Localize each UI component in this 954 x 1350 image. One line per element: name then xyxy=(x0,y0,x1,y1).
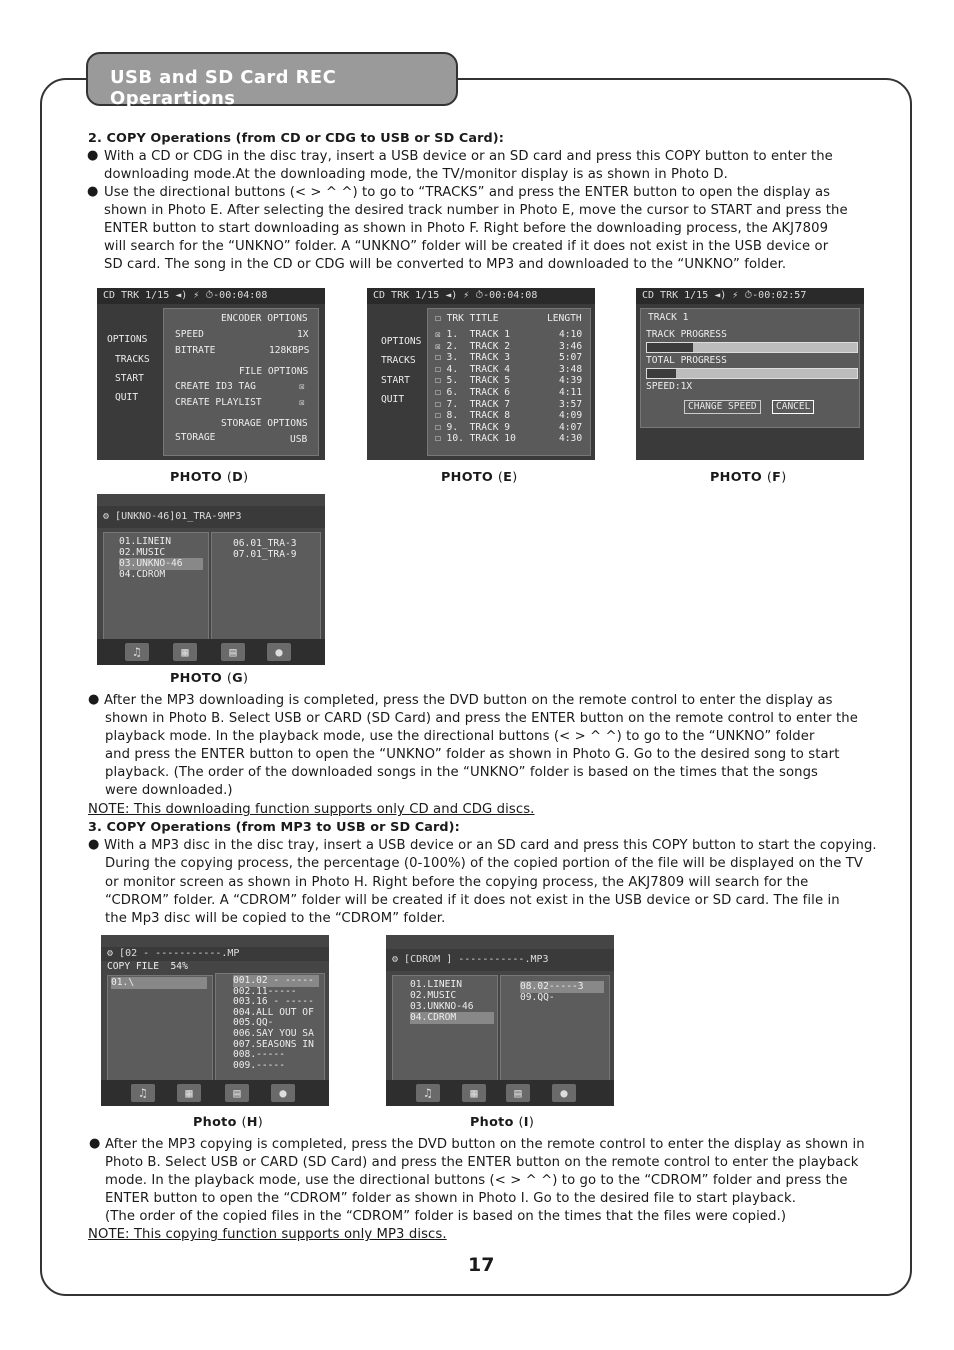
photo-f-cancel-button: CANCEL xyxy=(772,400,814,414)
page-number: 17 xyxy=(468,1254,495,1276)
photo-i-folder-2: 02.MUSIC xyxy=(410,990,457,1001)
photo-e-track-length: 4:30 xyxy=(559,433,583,445)
photo-h-file-row: 008.----- xyxy=(233,1049,285,1061)
photo-e-track-length: 5:07 xyxy=(559,352,583,364)
photo-g-file-2: 07.01_TRA-9 xyxy=(233,549,297,560)
caption-photo-h xyxy=(193,1115,263,1130)
photo-e-track-length: 3:57 xyxy=(559,398,583,410)
s2-b2-l4: SD card. The song in the CD or CDG will be converted to MP3 and downloaded to the “UNKNO” folder. xyxy=(104,257,787,272)
bullet-icon: ● xyxy=(88,692,100,707)
movie-camera-icon: ● xyxy=(271,1084,295,1102)
s2-b3-l2: playback mode. In the playback mode, use the directional buttons (< > ^ ^) to go to the “UNKNO” folder xyxy=(105,729,815,744)
photo-f-track: TRACK 1 xyxy=(648,312,689,323)
section2-heading: 2. COPY Operations (from CD or CDG to USB or SD Card): xyxy=(88,131,504,146)
photo-i-screen xyxy=(386,935,614,1106)
caption-photo-f xyxy=(710,470,786,485)
section2-note: NOTE: This downloading function supports only CD and CDG discs. xyxy=(88,802,535,817)
photo-d-menu-start: START xyxy=(115,373,144,384)
s2-b1-l0: With a CD or CDG in the disc tray, insert a USB device or an SD card and press this COPY button to enter the xyxy=(104,149,833,164)
photo-e-track-length: 4:10 xyxy=(559,329,583,340)
photo-f-total-progress-bar xyxy=(646,368,858,379)
caption-photo-i xyxy=(470,1115,534,1130)
s2-b3-l4: playback. (The order of the downloaded songs in the “UNKNO” folder is based on the times that the songs xyxy=(105,765,819,780)
caption-letter: F xyxy=(772,470,782,485)
photo-e-track-row: ☐ 9. TRACK 9 xyxy=(435,421,511,433)
caption-word: PHOTO xyxy=(710,470,763,485)
photo-d-id3-label: CREATE ID3 TAG xyxy=(175,381,256,392)
photo-i-folder-4: 04.CDROM xyxy=(410,1012,494,1024)
caption-letter: D xyxy=(232,470,244,485)
photo-g-pathbar: ⚙ [UNKNO-46]01_TRA-9MP3 xyxy=(97,506,325,528)
s3-b1-l0: With a MP3 disc in the disc tray, insert a USB device or an SD card and press this COPY button to start the copying. xyxy=(104,838,877,853)
photo-d-bitrate-value: 128KBPS xyxy=(269,345,310,356)
photo-e-track-length: 3:48 xyxy=(559,363,583,375)
photo-f-topbar: CD TRK 1/15 ◄) ⚡ ⏱-00:02:57 xyxy=(636,288,864,304)
photo-h-file-row: 006.SAY YOU SA xyxy=(233,1028,314,1039)
caption-word: PHOTO xyxy=(170,671,223,686)
photo-d-speed-value: 1X xyxy=(297,329,309,340)
bullet-icon: ● xyxy=(88,837,100,852)
s2-b3-l3: and press the ENTER button to open the “UNKNO” folder as shown in Photo G. Go to the desired song to start xyxy=(105,747,840,762)
photo-d-bitrate-label: BITRATE xyxy=(175,345,216,356)
caption-paren-open: ( xyxy=(241,1115,247,1130)
photo-g-path: [UNKNO-46]01_TRA-9MP3 xyxy=(115,511,242,522)
caption-paren-open: ( xyxy=(766,470,773,485)
photo-h-file-row: 005.QQ- xyxy=(233,1017,274,1029)
photo-g-folder-1: 01.LINEIN xyxy=(119,536,171,547)
photo-d-menu-quit: QUIT xyxy=(115,392,139,403)
caption-paren-open: ( xyxy=(497,470,504,485)
photo-h-iconbar xyxy=(101,1080,329,1106)
caption-letter: H xyxy=(246,1115,258,1130)
photo-g-folder-4: 04.CDROM xyxy=(119,569,166,580)
music-icon: ♫ xyxy=(131,1084,155,1102)
photo-e-track-length: 4:09 xyxy=(559,410,583,422)
photo-i-path: [CDROM ] -----------.MP3 xyxy=(404,954,549,965)
photo-g-folder-3: 03.UNKNO-46 xyxy=(119,558,203,570)
photo-h-file-row: 003.16 - ----- xyxy=(233,996,314,1008)
bullet-icon: ● xyxy=(89,1136,101,1151)
section3-heading: 3. COPY Operations (from MP3 to USB or SD Card): xyxy=(88,820,460,835)
photo-i-file-2: 09.QQ- xyxy=(520,992,555,1003)
photo-d-id3-checkbox: ☒ xyxy=(299,381,305,392)
photo-e-track-row: ☐ 6. TRACK 6 xyxy=(435,387,511,398)
photo-icon: ▦ xyxy=(462,1084,486,1102)
caption-paren-close: ) xyxy=(781,470,787,485)
caption-paren-open: ( xyxy=(518,1115,524,1130)
s2-b2-l1: shown in Photo E. After selecting the desired track number in Photo E, move the cursor to START and press the xyxy=(104,203,848,218)
caption-paren-close: ) xyxy=(257,1115,264,1130)
caption-letter: E xyxy=(503,470,513,485)
photo-d-topbar: CD TRK 1/15 ◄) ⚡ ⏱-00:04:08 xyxy=(97,288,325,304)
photo-f-total-progress-label: TOTAL PROGRESS xyxy=(646,355,727,366)
page-title: USB and SD Card REC Operartions xyxy=(110,67,337,109)
photo-e-track-row: ☐ 10. TRACK 10 xyxy=(435,433,516,445)
section-title-tab xyxy=(86,52,458,109)
s2-b3-l0: After the MP3 downloading is completed, press the DVD button on the remote control to enter the display as xyxy=(104,693,833,708)
film-icon: ▤ xyxy=(506,1084,530,1102)
photo-d-playlist-label: CREATE PLAYLIST xyxy=(175,397,262,408)
photo-h-file-row: 007.SEASONS IN xyxy=(233,1038,314,1050)
photo-e-track-row: ☒ 1. TRACK 1 xyxy=(435,329,511,340)
photo-d-menu-options: OPTIONS xyxy=(107,334,148,345)
photo-h-file-row: 002.11----- xyxy=(233,985,297,997)
caption-paren-close: ) xyxy=(528,1115,535,1130)
s2-b2-l0: Use the directional buttons (< > ^ ^) to go to “TRACKS” and press the ENTER button to open the display as xyxy=(104,185,831,200)
photo-g-iconbar xyxy=(97,639,325,665)
photo-i-iconbar xyxy=(386,1080,614,1106)
photo-g-folder-2: 02.MUSIC xyxy=(119,547,166,558)
photo-h-file-row: 004.ALL OUT OF xyxy=(233,1006,314,1018)
film-icon: ▤ xyxy=(221,643,245,661)
caption-word: PHOTO xyxy=(441,470,494,485)
photo-e-track-row: ☐ 8. TRACK 8 xyxy=(435,410,511,422)
photo-h-folder-1: 01.\ xyxy=(111,977,207,989)
photo-e-track-row: ☐ 3. TRACK 3 xyxy=(435,352,511,364)
caption-letter: G xyxy=(232,671,243,686)
photo-e-col-length: LENGTH xyxy=(547,313,582,324)
photo-i-file-1: 08.02-----3 xyxy=(520,981,604,993)
photo-f-total-progress-fill xyxy=(647,369,676,378)
caption-paren-open: ( xyxy=(226,671,233,686)
s3-b2-l1: Photo B. Select USB or CARD (SD Card) and press the ENTER button on the remote control to enter the playback xyxy=(105,1155,859,1170)
section3-note: NOTE: This copying function supports only MP3 discs. xyxy=(88,1227,447,1242)
caption-word: Photo xyxy=(470,1115,514,1130)
photo-i-folder-1: 01.LINEIN xyxy=(410,979,462,990)
photo-icon: ▦ xyxy=(173,643,197,661)
caption-word: Photo xyxy=(193,1115,237,1130)
photo-e-track-length: 4:39 xyxy=(559,375,583,387)
caption-word: PHOTO xyxy=(170,470,223,485)
s3-b1-l4: the Mp3 disc will be copied to the “CDROM” folder. xyxy=(105,911,446,926)
photo-d-storage-value: USB xyxy=(290,434,308,445)
photo-e-menu-tracks: TRACKS xyxy=(381,355,416,366)
s3-b2-l2: mode. In the playback mode, use the directional buttons (< > ^ ^) to go to the “CDROM” folder and press the xyxy=(105,1173,848,1188)
photo-d-speed-label: SPEED xyxy=(175,329,204,340)
music-icon: ♫ xyxy=(416,1084,440,1102)
photo-h-screen xyxy=(101,935,329,1106)
s2-b3-l1: shown in Photo B. Select USB or CARD (SD Card) and press the ENTER button on the remote control to enter the xyxy=(105,711,858,726)
photo-d-playlist-checkbox: ☒ xyxy=(299,397,305,408)
s3-b2-l0: After the MP3 copying is completed, press the DVD button on the remote control to enter the display as shown in xyxy=(105,1137,865,1152)
s2-b2-l2: ENTER button to start downloading as shown in Photo F. Right before the downloading process, the AKJ7809 xyxy=(104,221,829,236)
photo-g-screen xyxy=(97,494,325,665)
music-icon: ♫ xyxy=(125,643,149,661)
photo-e-track-row: ☒ 2. TRACK 2 xyxy=(435,340,511,352)
photo-e-track-row: ☐ 4. TRACK 4 xyxy=(435,363,511,375)
s3-b1-l3: “CDROM” folder. A “CDROM” folder will be created if it does not exist in the USB device or SD card. The file in xyxy=(105,893,840,908)
photo-d-storage-heading: STORAGE OPTIONS xyxy=(221,418,308,429)
caption-paren-close: ) xyxy=(243,470,249,485)
s3-b1-l1: During the copying process, the percentage (0-100%) of the copied portion of the file will be displayed on the TV xyxy=(105,856,863,871)
caption-paren-open: ( xyxy=(226,470,233,485)
photo-h-path: [02 - -----------.MP xyxy=(119,948,240,959)
photo-e-track-row: ☐ 7. TRACK 7 xyxy=(435,398,511,410)
photo-h-pathbar: ⚙ [02 - -----------.MP xyxy=(101,947,329,961)
photo-h-folder-panel xyxy=(107,975,213,1081)
s3-b2-l4: (The order of the copied files in the “CDROM” folder is based on the times that the files were copied.) xyxy=(105,1209,787,1224)
caption-photo-d xyxy=(170,470,248,485)
photo-h-file-row: 009.----- xyxy=(233,1059,285,1071)
photo-f-screen xyxy=(636,288,864,460)
photo-f-track-progress-fill xyxy=(647,343,693,352)
photo-d-menu-tracks: TRACKS xyxy=(115,354,150,365)
film-icon: ▤ xyxy=(225,1084,249,1102)
photo-h-file-row: 001.02 - ----- xyxy=(233,975,319,987)
photo-d-screen xyxy=(97,288,325,460)
photo-e-col-title: TITLE xyxy=(469,313,499,324)
photo-d-encoder-heading: ENCODER OPTIONS xyxy=(221,313,308,324)
photo-g-file-1: 06.01_TRA-3 xyxy=(233,538,297,549)
photo-e-track-row: ☐ 5. TRACK 5 xyxy=(435,375,511,387)
photo-i-pathbar: ⚙ [CDROM ] -----------.MP3 xyxy=(386,949,614,971)
photo-icon: ▦ xyxy=(177,1084,201,1102)
photo-e-track-length: 4:11 xyxy=(559,387,583,398)
movie-camera-icon: ● xyxy=(267,643,291,661)
s3-b2-l3: ENTER button to open the “CDROM” folder as shown in Photo I. Go to the desired file to start playback. xyxy=(105,1191,797,1206)
photo-e-menu-start: START xyxy=(381,375,410,386)
caption-letter: I xyxy=(523,1115,529,1130)
s2-b3-l5: were downloaded.) xyxy=(105,783,233,798)
photo-f-track-progress-label: TRACK PROGRESS xyxy=(646,329,727,340)
bullet-icon: ● xyxy=(87,148,99,163)
photo-e-screen: CD TRK 1/15 ◄) ⚡ ⏱-00:04:08 OPTIONS TRACKS START QUIT ☐ TRK TITLE LENGTH ☒ 1. TRACK 1 4:10 ☒ 2. TRACK 2 3:46 ☐ 3. TRACK 3 5:07 ☐ 4. TRACK 4 3:48 ☐ 5. TRACK 5 4:39 ☐ 6. TRACK 6 4:11 ☐ 7. TRACK 7 3:57 ☐ 8. TRACK 8 4:09 ☐ 9. TRACK 9 4:07 ☐ 10. TRACK 10 4:30 xyxy=(367,288,595,460)
movie-camera-icon: ● xyxy=(552,1084,576,1102)
caption-paren-close: ) xyxy=(242,671,249,686)
photo-e-track-length: 4:07 xyxy=(559,421,583,433)
bullet-icon: ● xyxy=(87,184,99,199)
photo-f-speed: SPEED:1X xyxy=(646,381,693,392)
s2-b1-l1: downloading mode.At the downloading mode, the TV/monitor display is as shown in Photo D. xyxy=(104,167,728,182)
photo-d-file-heading: FILE OPTIONS xyxy=(239,366,309,377)
caption-paren-close: ) xyxy=(512,470,518,485)
s3-b1-l2: or monitor screen as shown in Photo H. Right before the copying process, the AKJ7809 will search for the xyxy=(105,875,809,890)
photo-e-col-trk: TRK xyxy=(446,313,464,324)
caption-photo-g xyxy=(170,671,248,686)
photo-e-topbar: CD TRK 1/15 ◄) ⚡ ⏱-00:04:08 xyxy=(367,288,595,304)
photo-e-menu-quit: QUIT xyxy=(381,394,405,405)
photo-h-copy-label: COPY FILE 54% xyxy=(107,961,188,972)
photo-e-menu-options: OPTIONS xyxy=(381,336,422,347)
photo-e-track-length: 3:46 xyxy=(559,340,583,352)
s2-b2-l3: will search for the “UNKNO” folder. A “UNKNO” folder will be created if it does not exist in the USB device or xyxy=(104,239,829,254)
photo-i-folder-3: 03.UNKNO-46 xyxy=(410,1001,474,1012)
photo-f-change-speed-button: CHANGE SPEED xyxy=(684,400,761,414)
photo-d-storage-label: STORAGE xyxy=(175,432,216,443)
caption-photo-e xyxy=(441,470,517,485)
photo-f-track-progress-bar xyxy=(646,342,858,353)
